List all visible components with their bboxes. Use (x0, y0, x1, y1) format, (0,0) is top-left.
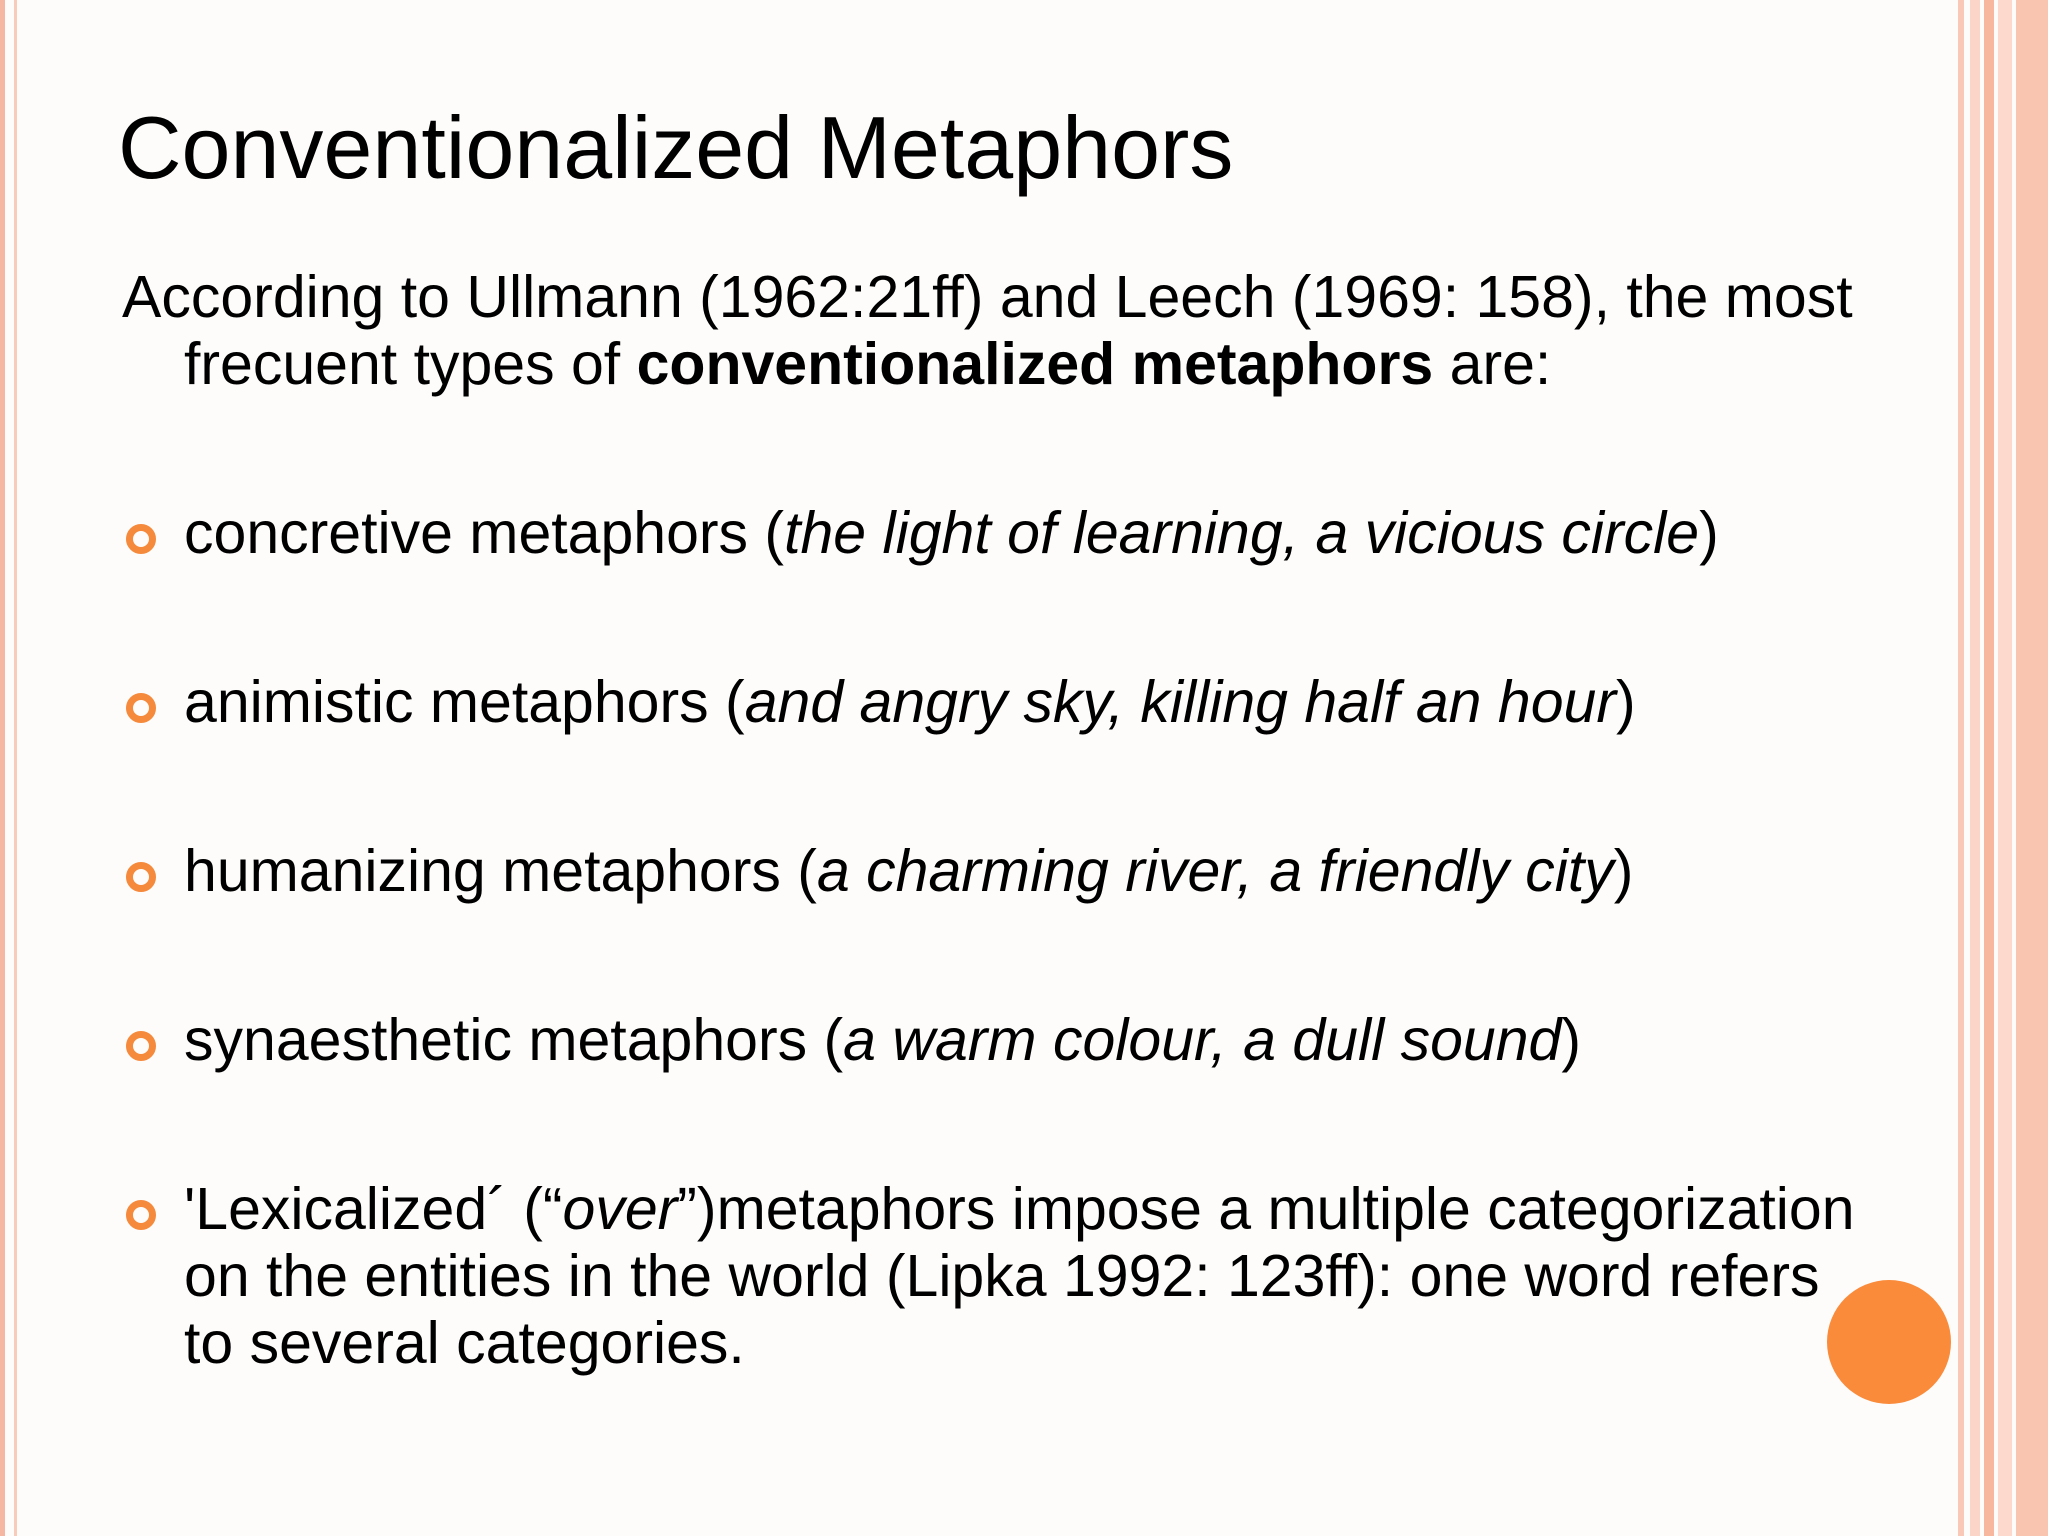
hollow-circle-bullet-icon (126, 1031, 156, 1061)
right-stripe (1970, 0, 1980, 1536)
list-item (124, 1176, 1884, 1377)
left-border-outer (0, 0, 5, 1536)
hollow-circle-bullet-icon (126, 862, 156, 892)
slide-title: Conventionalized Metaphors (118, 98, 1234, 197)
bullet-example: over (562, 1176, 678, 1242)
bullet-example: and angry sky, killing half an hour (744, 669, 1616, 735)
bullet-tail: ) (1699, 500, 1719, 566)
intro-prefix: According to Ullmann (1962:21ff) and Leech (1969: 158), the most frecuent types of (122, 264, 1853, 397)
bullet-example: the light of learning, a vicious circle (784, 500, 1700, 566)
list-item (124, 1007, 1884, 1074)
intro-suffix: are: (1433, 331, 1552, 397)
list-item (124, 669, 1884, 736)
left-border-inner (14, 0, 17, 1536)
hollow-circle-bullet-icon (126, 693, 156, 723)
bullet-tail: ) (1561, 1007, 1582, 1073)
bullet-tail: ”)metaphors impose a multiple categorization on the entities in the world (Lipka 1992: 123ff): one word refers to several categories. (184, 1176, 1855, 1376)
bullet-lead: 'Lexicalized´ (“ (184, 1176, 563, 1242)
bullet-lead: synaesthetic metaphors ( (184, 1007, 844, 1073)
bullet-tail: ) (1613, 838, 1634, 904)
metaphor-type-list (124, 500, 1884, 1479)
bullet-example: a warm colour, a dull sound (843, 1007, 1562, 1073)
bullet-lead: animistic metaphors ( (184, 669, 745, 735)
list-item (124, 500, 1884, 567)
hollow-circle-bullet-icon (126, 1200, 156, 1230)
intro-paragraph (122, 264, 1944, 398)
list-item (124, 838, 1884, 905)
bullet-lead: concretive metaphors ( (184, 500, 785, 566)
right-stripe (1984, 0, 1994, 1536)
orange-circle-decoration (1827, 1280, 1951, 1404)
right-stripe (2016, 0, 2048, 1536)
bullet-lead: humanizing metaphors ( (184, 838, 817, 904)
right-stripe (1958, 0, 1964, 1536)
hollow-circle-bullet-icon (126, 524, 156, 554)
bullet-example: a charming river, a friendly city (816, 838, 1614, 904)
bullet-tail: ) (1615, 669, 1636, 735)
right-stripe (1998, 0, 2012, 1536)
intro-emphasis: conventionalized metaphors (636, 331, 1434, 397)
